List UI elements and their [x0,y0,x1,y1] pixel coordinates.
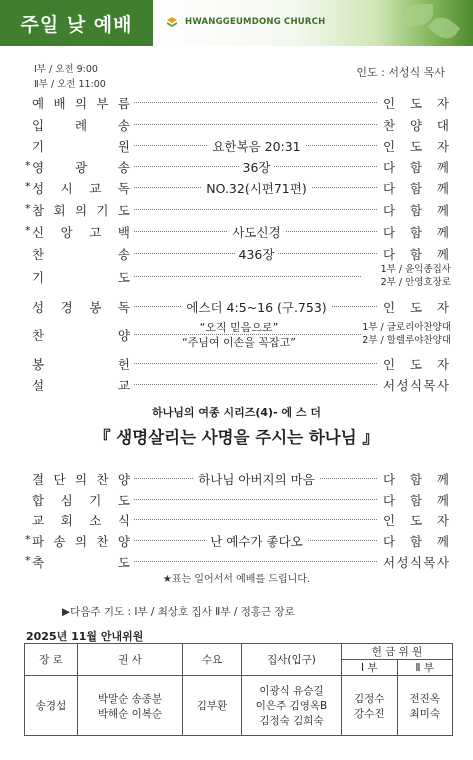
label-char: 백 [117,225,130,240]
offering-part1-cell [342,676,398,736]
order-label [32,553,130,571]
order-label [32,179,130,197]
label-char: 원 [117,139,130,154]
label-char: 찬 [32,328,45,343]
leader-char: 함 [409,181,423,196]
leader-char: 자 [436,513,449,528]
label-char: 송 [117,247,130,262]
header-usher: 집사(입구) [242,644,342,676]
leader-char: 다 [383,247,396,262]
label-char: 도 [117,203,130,218]
label-char: 소 [89,513,102,528]
leader-line: 2부 / 안영호장로 [380,277,451,288]
church-logo-icon [165,16,179,30]
order-detail [135,179,378,197]
order-row [0,115,473,135]
usher-line: 김정숙 김희숙 [259,715,324,727]
label-char: 결 [32,472,45,487]
label-char: 봉 [32,357,45,372]
leader-char: 께 [436,493,449,508]
leader-char: 사 [436,378,449,393]
label-char: 단 [53,472,66,487]
order-leader [383,553,449,571]
usher-line: 이은주 김영옥B [255,700,328,712]
leader-char: 자 [436,357,449,372]
label-char: 양 [117,472,130,487]
label-char: 설 [32,378,45,393]
order-leader [383,179,449,197]
dotted-leader [134,209,377,210]
leader-char: 성 [396,555,409,570]
label-char: 양 [117,328,130,343]
offering-name: 전진옥 [409,692,440,705]
leader-char: 양 [409,118,423,133]
leader-char: 성 [396,378,409,393]
offering-name: 강수진 [354,707,385,720]
order-row [0,264,473,288]
leader-char: 인 [383,139,396,154]
leader-char: 함 [409,247,423,262]
order-label [32,298,130,316]
church-banner [153,0,473,46]
leader-char: 께 [436,247,449,262]
leader-char: 다 [383,160,396,175]
order-detail-text: “주님여 이손을 꼭잡고” [178,336,300,349]
leader-char: 다 [383,203,396,218]
leader-line: 1부 / 글로리아찬양대 [362,322,451,333]
order-leader [381,263,451,289]
leader-char: 다 [383,472,396,487]
leader-char: 다 [383,493,396,508]
order-detail-text: “오직 믿음으로” [196,321,283,334]
dotted-leader [134,363,377,364]
label-char: 교 [117,378,130,393]
order-detail [135,532,378,550]
label-char: 의 [74,96,88,111]
label-char: 성 [32,300,45,315]
leader-char: 께 [436,203,449,218]
order-leader [383,355,449,373]
order-detail-text: 36장 [239,160,275,175]
leader-char: 식 [409,555,423,570]
label-char: 예 [32,96,45,111]
order-detail [135,298,378,316]
duty-table [24,643,453,736]
order-detail-text: 에스더 4:5~16 (구.753) [182,300,330,315]
order-row [0,321,473,349]
order-row [0,297,473,317]
dotted-leader [134,561,377,562]
label-char: 회 [60,513,73,528]
label-char: 식 [117,513,130,528]
label-char: 기 [32,139,45,154]
leader-char: 께 [436,534,449,549]
header-elder: 장 로 [25,644,78,676]
leader-char: 인 [383,300,396,315]
label-char: 봉 [89,300,102,315]
order-label [32,201,130,219]
order-label [32,268,130,286]
order-leader [383,158,449,176]
label-char: 파 [32,534,45,549]
page-header [0,0,473,46]
order-row [0,552,473,572]
header-part2: Ⅱ 부 [397,660,453,676]
order-detail-text: 난 예수가 좋다오 [206,534,306,549]
offering-name: 최미숙 [409,707,440,720]
offering-part2-cell [397,676,453,736]
order-row [0,490,473,510]
order-detail-text: 사도신경 [228,225,284,240]
leader-char: 도 [409,139,423,154]
order-detail [135,245,378,263]
standing-note: ★표는 일어서서 예배를 드립니다. [162,574,311,585]
order-detail-text: 요한복음 20:31 [208,139,304,154]
leader-char: 다 [383,534,396,549]
header-offering: 헌 금 위 원 [342,644,453,660]
label-char: 헌 [117,357,130,372]
deacon-line: 박말순 송종분 [97,692,163,705]
order-label [32,355,130,373]
label-char: 참 [32,203,45,218]
order-label [32,511,130,529]
order-label [32,532,130,550]
duty-table-title: 2025년 11월 안내위원 [26,630,144,643]
leader-char: 대 [436,118,449,133]
leader-char: 서 [383,378,396,393]
label-char: 경 [60,300,73,315]
order-leader [362,321,451,347]
label-char: 축 [32,555,45,570]
order-detail-text: 436장 [235,247,279,262]
leader-char: 도 [409,513,423,528]
label-char: 도 [117,270,130,285]
leader-char: 함 [409,203,423,218]
order-label [32,94,130,112]
page-title: 주일 낮 예배 [0,0,153,46]
label-char: 기 [96,203,109,218]
church-name: HWANGGEUMDONG CHURCH [185,17,326,27]
label-char: 교 [32,513,45,528]
leader-char: 자 [436,96,449,111]
order-leader [383,245,449,263]
label-char: 의 [74,472,88,487]
label-char: 합 [32,493,45,508]
label-char: 부 [96,96,109,111]
dotted-leader [134,499,377,500]
label-char: 신 [32,225,45,240]
order-row [0,354,473,374]
label-char: 송 [117,118,130,133]
usher-line: 이광식 유승길 [259,685,324,697]
label-char: 교 [89,181,102,196]
label-char: 광 [74,160,88,175]
header-wed: 수요 [183,644,242,676]
order-leader [383,470,449,488]
order-leader [383,491,449,509]
label-char: 의 [74,203,88,218]
order-detail [135,223,378,241]
order-leader [383,137,449,155]
order-label [32,470,130,488]
order-leader [383,511,449,529]
order-label [32,116,130,134]
label-char: 기 [89,493,102,508]
label-char: 입 [32,118,45,133]
leader-char: 도 [409,300,423,315]
label-char: 배 [53,96,66,111]
leader-char: 인 [383,357,396,372]
leader-char: 께 [436,225,449,240]
order-label [32,491,130,509]
elder-cell: 송경섭 [25,676,78,736]
label-char: 성 [32,181,45,196]
leaf-decoration [403,4,433,26]
order-label [32,326,130,344]
label-char: 례 [74,118,88,133]
leader-char: 자 [436,139,449,154]
label-char: 의 [74,534,88,549]
leader-char: 함 [409,472,423,487]
order-detail [135,320,343,350]
offering-name: 김정수 [354,692,385,705]
order-row [0,200,473,220]
first-service-time: Ⅰ부 / 오전 9:00 [34,64,98,75]
leader-char: 식 [409,378,423,393]
deacon-cell [78,676,183,736]
deacon-line: 박해순 이복순 [97,707,163,720]
second-service-time: Ⅱ부 / 오전 11:00 [34,79,106,90]
order-row [0,222,473,242]
order-detail-text: 하나님 아버지의 마음 [194,472,319,487]
order-label [32,158,130,176]
order-row [0,375,473,395]
service-times [34,62,106,92]
label-char: 송 [117,160,130,175]
dotted-leader [134,519,377,520]
label-char: 찬 [96,534,109,549]
leaf-decoration [428,12,461,44]
header-part1: Ⅰ 부 [342,660,398,676]
leader-line: 2부 / 할렐루야찬양대 [362,335,451,346]
label-char: 찬 [96,472,109,487]
label-char: 송 [53,534,66,549]
standing-mark: * [25,202,31,215]
label-char: 고 [89,225,102,240]
label-char: 영 [32,160,45,175]
wed-cell: 김부환 [183,676,242,736]
leader-char: 목 [423,378,436,393]
label-char: 도 [117,493,130,508]
order-leader [383,223,449,241]
label-char: 앙 [60,225,73,240]
label-char: 시 [60,181,73,196]
order-detail [135,137,378,155]
leader-char: 다 [383,181,396,196]
standing-mark: * [25,224,31,237]
label-char: 양 [117,534,130,549]
dotted-leader [134,384,377,385]
leader-char: 자 [436,300,449,315]
dotted-leader [134,276,361,277]
leader-line: 1부 / 윤익종집사 [380,264,451,275]
order-label [32,376,130,394]
order-label [32,137,130,155]
order-row [0,531,473,551]
header-deacon: 권 사 [78,644,183,676]
dotted-leader [134,124,377,125]
leader-char: 서 [383,555,396,570]
label-char: 심 [60,493,73,508]
sermon-title: 『 생명살리는 사명을 주시는 하나님 』 [94,428,379,447]
order-row [0,157,473,177]
leader-char: 인 [383,513,396,528]
leader-char: 함 [409,493,423,508]
sermon-series: 하나님의 여종 시리즈(4)- 에 스 더 [152,406,321,419]
label-char: 름 [117,96,130,111]
label-char: 기 [32,270,45,285]
usher-cell [242,676,342,736]
next-week-prayer: ▶다음주 기도 : Ⅰ부 / 최상호 집사 Ⅱ부 / 정홍근 장로 [62,606,295,618]
leader-char: 목 [423,555,436,570]
label-char: 회 [53,203,66,218]
leader-char: 다 [383,225,396,240]
order-leader [383,94,449,112]
label-char: 찬 [32,247,45,262]
leader-char: 께 [436,181,449,196]
order-leader [383,376,449,394]
order-row [0,510,473,530]
order-row [0,136,473,156]
standing-mark: * [25,533,31,546]
order-label [32,245,130,263]
leader-char: 도 [409,96,423,111]
order-label [32,223,130,241]
leader-char: 함 [409,534,423,549]
order-leader [383,201,449,219]
label-char: 독 [117,181,130,196]
standing-mark: * [25,554,31,567]
order-leader [383,532,449,550]
order-detail [135,470,378,488]
leader-char: 사 [436,555,449,570]
leader-char: 함 [409,160,423,175]
officiant: 인도 : 서성식 목사 [356,66,445,79]
leader-char: 찬 [383,118,396,133]
order-detail-text: NO.32(시편71편) [202,181,310,196]
leader-char: 도 [409,357,423,372]
label-char: 도 [117,555,130,570]
label-char: 독 [117,300,130,315]
order-row [0,93,473,113]
leader-char: 함 [409,225,423,240]
order-leader [383,298,449,316]
order-row [0,469,473,489]
order-detail [135,158,378,176]
leader-char: 께 [436,472,449,487]
leader-char: 께 [436,160,449,175]
order-leader [383,116,449,134]
standing-mark: * [25,159,31,172]
leader-char: 인 [383,96,396,111]
order-row [0,178,473,198]
dotted-leader [134,102,377,103]
order-row [0,244,473,264]
standing-mark: * [25,180,31,193]
